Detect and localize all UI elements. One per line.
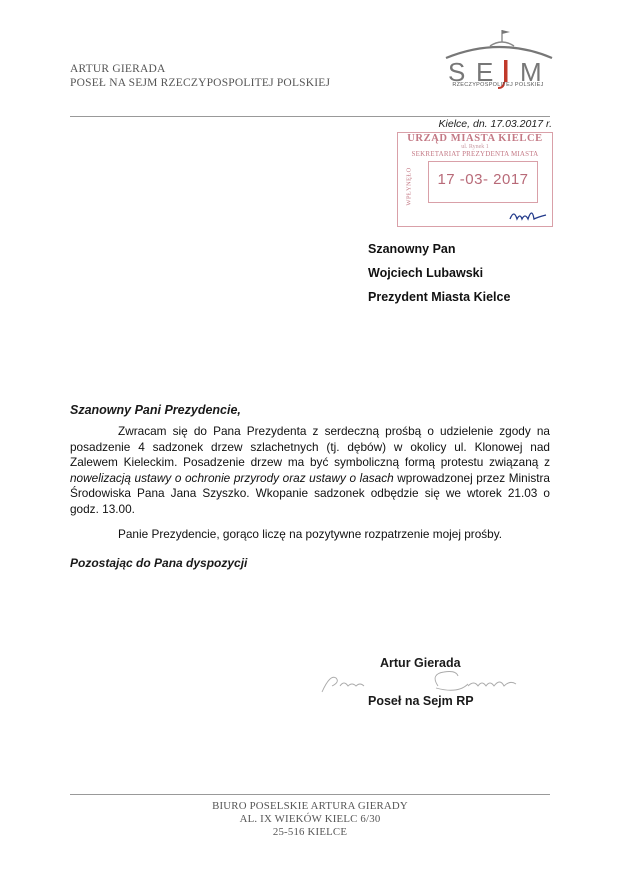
stamp-initials-signature: [508, 205, 548, 223]
sender-title: POSEŁ NA SEJM RZECZYPOSPOLITEJ POLSKIEJ: [70, 77, 331, 89]
sejm-dome-icon: [446, 30, 552, 58]
received-stamp: [397, 132, 553, 227]
stamp-office: URZĄD MIASTA KIELCE: [407, 133, 543, 144]
paragraph-request: [70, 424, 550, 518]
svg-text:S: S: [448, 57, 472, 87]
handwritten-signature: [318, 668, 538, 696]
footer-office: BIURO POSELSKIE ARTURA GIERADY: [212, 800, 408, 812]
date-line: Kielce, dn. 17.03.2017 r.: [438, 118, 552, 130]
paragraph-request-text-1: Zwracam się do Pana Prezydenta z serdeczną prośbą o udzielenie zgody na posadzenie 4 sadzonek drzew szlachetnych (tj. dębów) w okolicy ul. Klonowej nad Zalewem Kieleckim. Posadzenie drzew ma być symboliczną formą protestu związaną z: [70, 424, 550, 470]
signatory-title: Poseł na Sejm RP: [368, 694, 474, 708]
stamp-street: ul. Rynek 1: [461, 144, 489, 150]
footer-street: AL. IX WIEKÓW KIELC 6/30: [239, 813, 381, 825]
recipient-title: Prezydent Miasta Kielce: [368, 290, 511, 304]
logo-subtitle: RZECZYPOSPOLITEJ POLSKIEJ: [452, 82, 544, 88]
paragraph-closing-wish: Panie Prezydencie, gorąco liczę na pozytywne rozpatrzenie mojej prośby.: [118, 526, 503, 541]
letter-greeting: Szanowny Pani Prezydencie,: [70, 403, 241, 417]
stamp-received-label: WPŁYNĘŁO: [405, 167, 413, 206]
signatory-name: Artur Gierada: [380, 656, 461, 670]
letter-body: [70, 424, 550, 542]
header-divider: [70, 116, 550, 117]
stamp-received-date: 17 -03- 2017: [437, 171, 529, 188]
recipient-name: Wojciech Lubawski: [368, 266, 484, 280]
letter-closing: Pozostając do Pana dyspozycji: [70, 556, 248, 570]
svg-text:E: E: [476, 57, 494, 87]
footer-postcode: 25-516 KIELCE: [272, 826, 348, 838]
stamp-date-box: [428, 161, 538, 203]
svg-text:M: M: [520, 57, 542, 87]
paragraph-request-text-2: wprowadzonej przez Ministra Środowiska Pana Jana Szyszko. Wkopanie sadzonek odbędzie się we wtorek 21.03 o godz. 13.00.: [70, 470, 550, 516]
stamp-department: SEKRETARIAT PREZYDENTA MIASTA: [411, 150, 539, 158]
footer-divider: [70, 794, 550, 795]
recipient-salutation: Szanowny Pan: [368, 242, 456, 256]
sender-name: ARTUR GIERADA: [70, 63, 166, 75]
paragraph-request-law-reference: nowelizacją ustawy o ochronie przyrody oraz ustawy o lasach: [70, 470, 394, 485]
